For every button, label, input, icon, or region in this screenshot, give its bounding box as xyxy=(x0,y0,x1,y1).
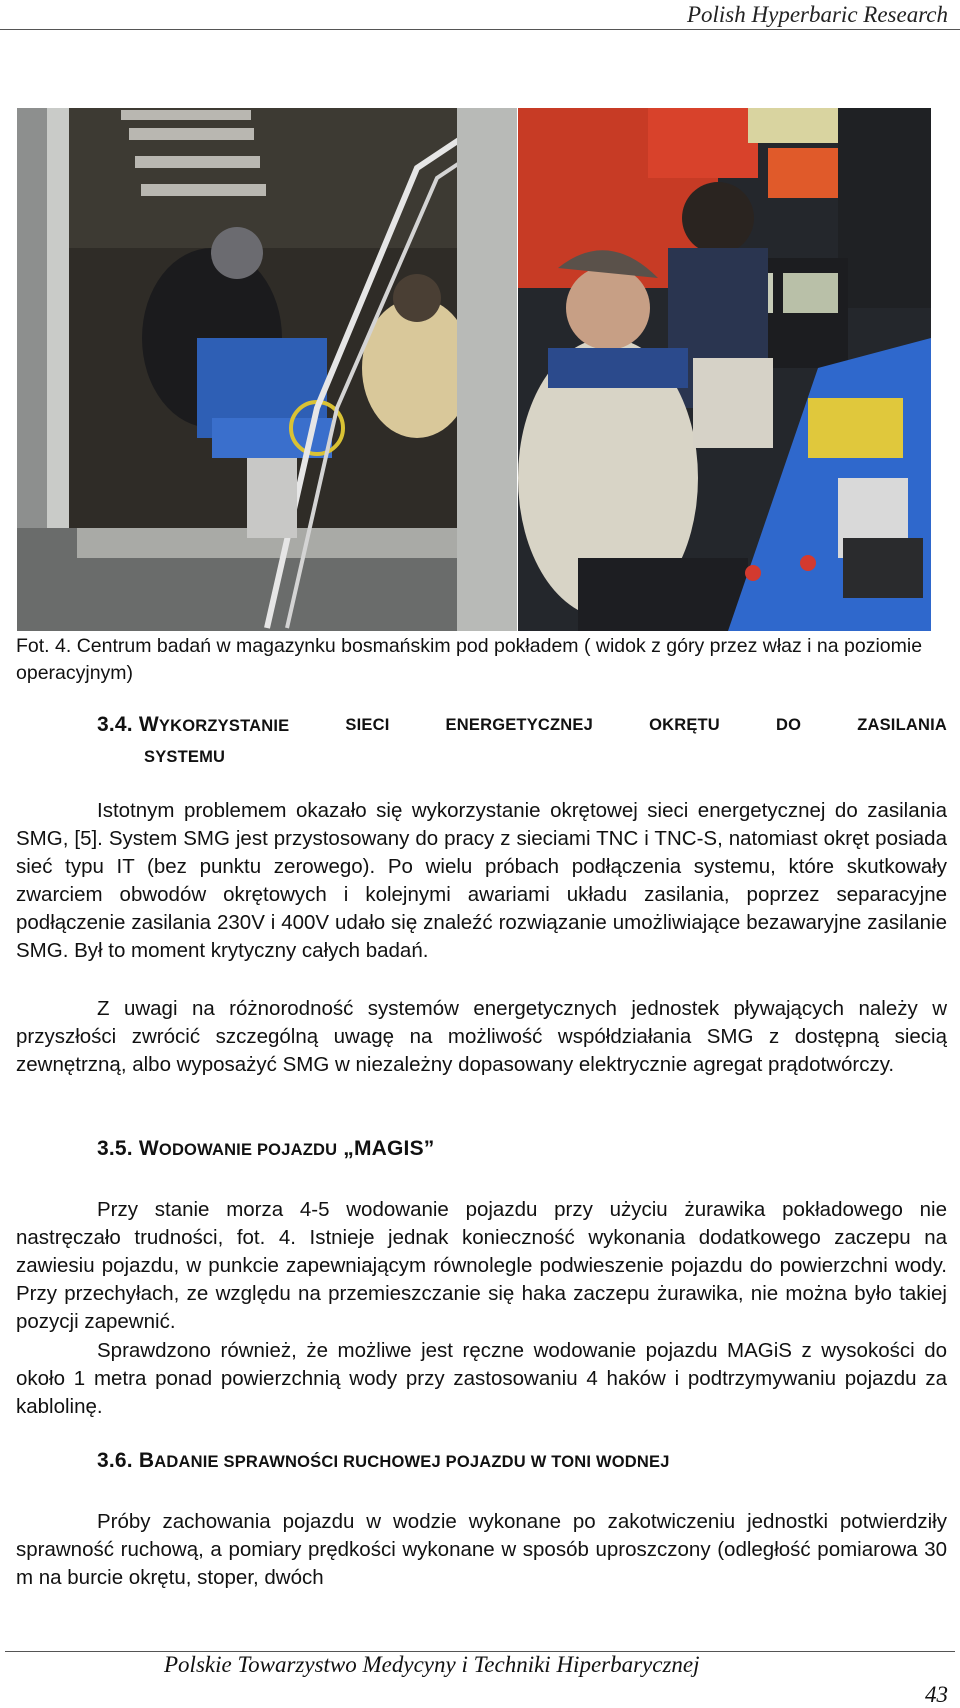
heading-line2: SYSTEMU xyxy=(144,748,226,766)
section-heading-3-4 xyxy=(97,710,947,772)
paragraph: Przy stanie morza 4-5 wodowanie pojazdu przy użyciu żurawika pokładowego nie nastręczało trudności, fot. 4. Istnieje jednak konieczność wykonania dodatkowego zaczepu na zawiesiu pojazdu, w punkcie zapewniającym równolegle podwieszenie pojazdu do powierzchni wody. Przy przechyłach, ze względu na przemieszczanie się haka zaczepu żurawika, nie można było takiej pozycji zapewnić. xyxy=(16,1198,947,1333)
heading-word: SIECI xyxy=(345,716,390,734)
journal-title: Polish Hyperbaric Research xyxy=(686,2,948,27)
paragraph: Z uwagi na różnorodność systemów energetycznych jednostek pływających należy w przyszłości zwrócić szczególną uwagę na możliwość współdziałania SMG z dostępną siecią zewnętrzną, albo wyposażyć SMG w niezależny dopasowany elektrycznie agregat prądotwórczy. xyxy=(16,997,947,1076)
photo-hatch-view xyxy=(17,108,517,631)
figure-caption: Fot. 4. Centrum badań w magazynku bosmańskim pod pokładem ( widok z góry przez właz i na poziomie operacyjnym) xyxy=(16,635,923,684)
heading-word: ZASILANIA xyxy=(857,716,947,734)
section-heading-3-5: 3.5. WODOWANIE POJAZDU „MAGIS” xyxy=(97,1137,435,1160)
page-number: 43 xyxy=(925,1682,948,1707)
section-heading-3-6: 3.6. BADANIE SPRAWNOŚCI RUCHOWEJ POJAZDU W TONI WODNEJ xyxy=(97,1449,670,1472)
heading-word: OKRĘTU xyxy=(649,716,720,734)
page-header xyxy=(0,0,960,30)
heading-word: ENERGETYCZNEJ xyxy=(445,716,594,734)
heading-word: 3.4. WYKORZYSTANIE xyxy=(97,713,290,736)
paragraph: Próby zachowania pojazdu w wodzie wykonane po zakotwiczeniu jednostki potwierdziły sprawność ruchową, a pomiary prędkości wykonane w sposób uproszczony (odległość pomiarowa 30 m na burcie okrętu, stoper, dwóch xyxy=(16,1510,947,1589)
footer-society-name: Polskie Towarzystwo Medycyny i Techniki Hiperbarycznej xyxy=(164,1652,700,1677)
heading-word: DO xyxy=(775,716,802,734)
paragraph: Sprawdzono również, że możliwe jest ręczne wodowanie pojazdu MAGiS z wysokości do około 1 metra ponad powierzchnią wody przy zastosowaniu 4 haków i podtrzymywaniu pojazdu za kablolinę. xyxy=(16,1339,947,1418)
paragraph: Istotnym problemem okazało się wykorzystanie okrętowej sieci energetycznej do zasilania SMG, [5]. System SMG jest przystosowany do pracy z sieciami TNC i TNC-S, natomiast okręt posiada sieć typu IT (bez punktu zerowego). Po wielu próbach podłączenia systemu, które skutkowały zwarciem obwodów okrętowych i kolejnymi awariami układu zasilania, poprzez separacyjne podłączenie zasilania 230V i 400V udało się znaleźć rozwiązanie umożliwiające bezawaryjne zasilanie SMG. Był to moment krytyczny całych badań. xyxy=(16,799,947,962)
photo-control-station xyxy=(518,108,931,631)
